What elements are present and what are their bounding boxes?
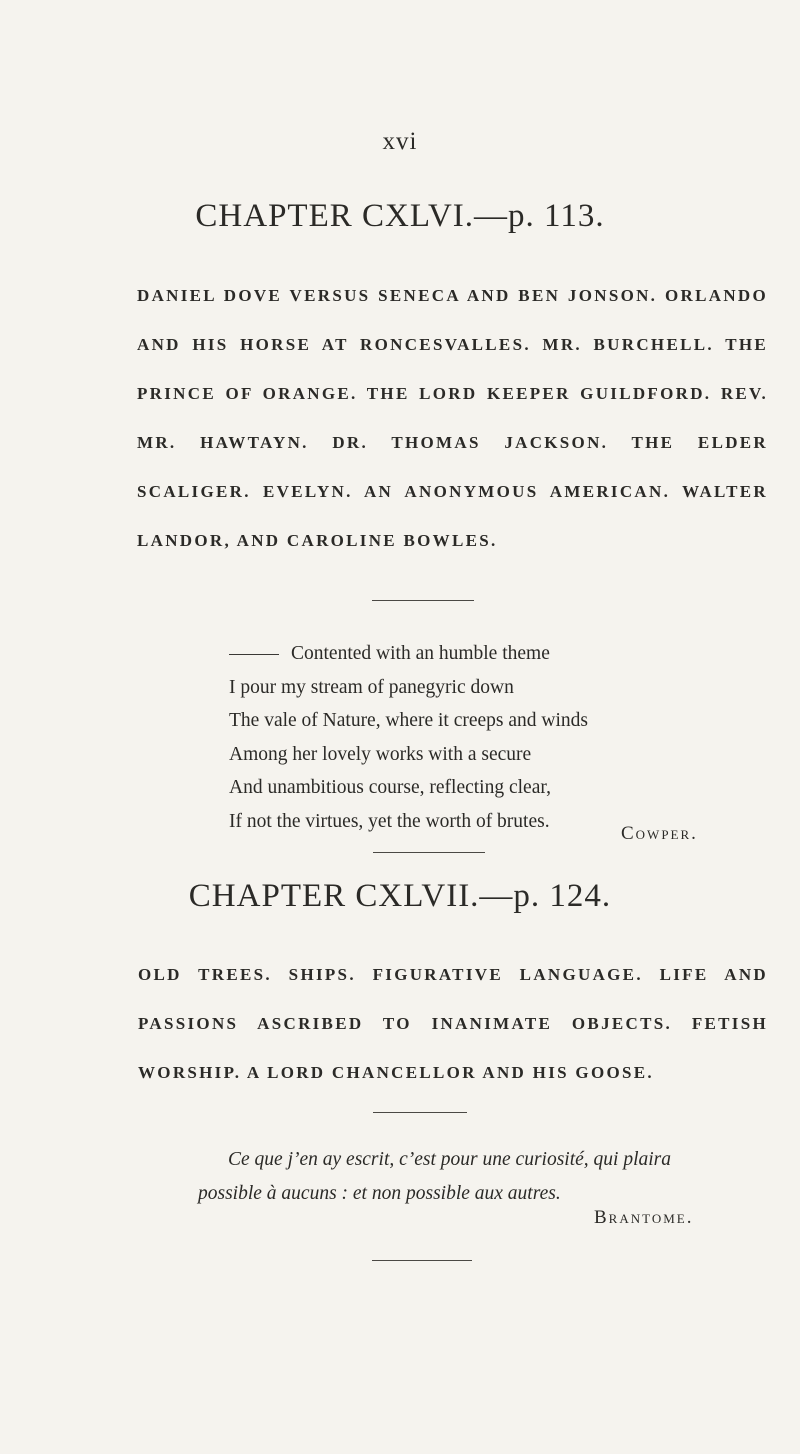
chapter-146-title: CHAPTER CXLVI.—p. 113. (195, 198, 605, 234)
verse-line-text: Contented with an humble theme (291, 643, 550, 664)
verse-line: Among her lovely works with a secure (229, 743, 532, 765)
page-number: xvi (382, 128, 418, 155)
verse-line: The vale of Nature, where it creeps and winds (229, 710, 588, 731)
section-divider (372, 600, 474, 601)
section-divider (373, 1112, 467, 1113)
chapter-146-contents: DANIEL DOVE VERSUS SENECA AND BEN JONSON. ORLANDO AND HIS HORSE AT RONCESVALLES. MR. BURCHELL. THE PRINCE OF ORANGE. THE LORD KEEPER GUILDFORD. REV. MR. HAWTAYN. DR. THOMAS JACKSON. THE ELDER SCALIGER. EVELYN. AN ANONYMOUS AMERICAN. WALTER LANDOR, AND CAROLINE BOWLES. (137, 286, 768, 550)
verse-line: If not the virtues, yet the worth of brutes. (229, 810, 550, 832)
chapter-147-contents: OLD TREES. SHIPS. FIGURATIVE LANGUAGE. LIFE AND PASSIONS ASCRIBED TO INANIMATE OBJECTS. FETISH WORSHIP. A LORD CHANCELLOR AND HIS GOOSE. (138, 965, 768, 1082)
verse-line: And unambitious course, reflecting clear, (229, 777, 551, 798)
chapter-147-title: CHAPTER CXLVII.—p. 124. (188, 878, 612, 914)
chapter-147-attribution: Brantome. (594, 1207, 694, 1228)
verse-line: I pour my stream of panegyric down (229, 676, 514, 698)
chapter-146-epigraph (229, 637, 588, 838)
section-divider (372, 1260, 472, 1261)
section-divider (373, 852, 485, 853)
verse-line (229, 637, 588, 671)
chapter-147-epigraph: Ce que j’en ay escrit, c’est pour une curiosité, qui plaira possible à aucuns : et non possible aux autres. (198, 1149, 671, 1204)
lead-dash (229, 654, 279, 655)
chapter-146-attribution: Cowper. (621, 823, 698, 844)
